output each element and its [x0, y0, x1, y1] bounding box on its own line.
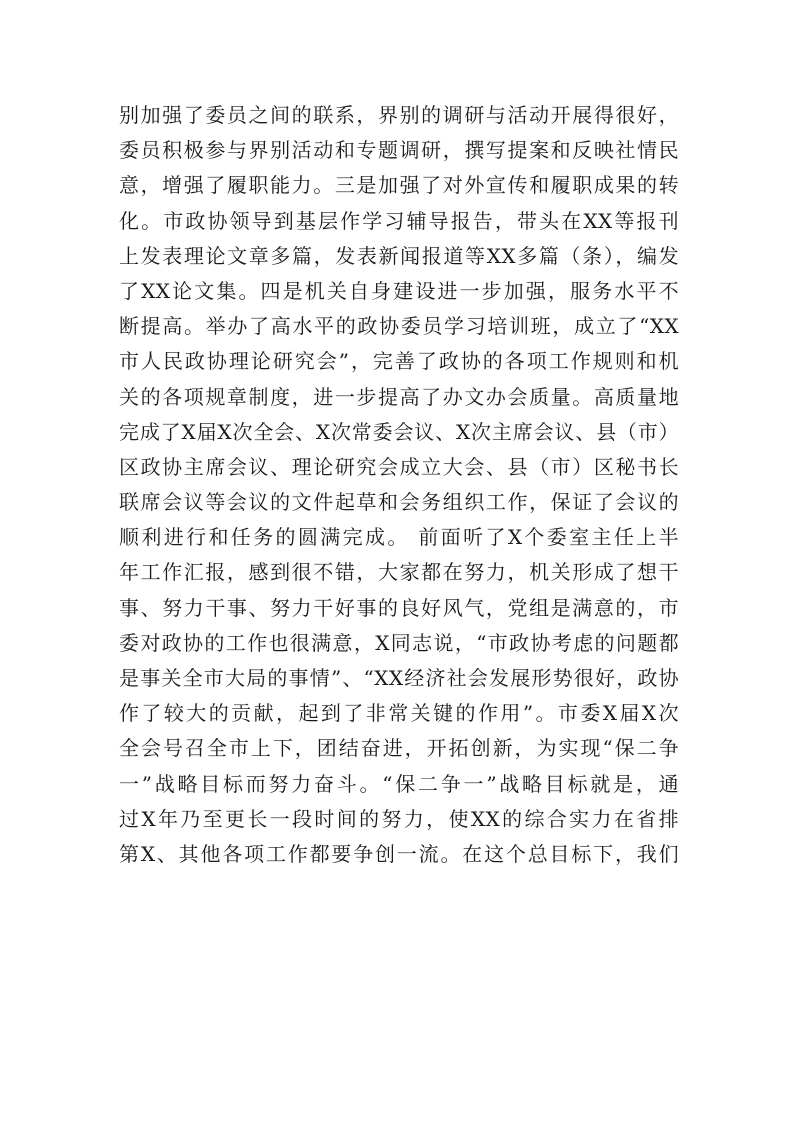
- text-line: 市人民政协理论研究会”，完善了政协的各项工作规则和机: [119, 349, 679, 374]
- text-line: 别加强了委员之间的联系，界别的调研与活动开展得很好，: [119, 103, 679, 127]
- text-line: 委员积极参与界别活动和专题调研，撰写提案和反映社情民: [119, 138, 679, 163]
- text-line: 意，增强了履职能力。三是加强了对外宣传和履职成果的转: [119, 173, 679, 198]
- text-line: 联席会议等会议的文件起草和会务组织工作，保证了会议的: [119, 490, 679, 515]
- text-line: 了XX论文集。四是机关自身建设进一步加强，服务水平不: [119, 278, 679, 303]
- text-line: 一”战略目标而努力奋斗。“保二争一”战略目标就是，通: [119, 771, 679, 796]
- text-line: 事、努力干事、努力干好事的良好风气，党组是满意的，市: [119, 595, 679, 620]
- text-line: 过X年乃至更长一段时间的努力，使XX的综合实力在省排: [119, 806, 679, 831]
- text-line: 是事关全市大局的事情”、“XX经济社会发展形势很好，政协: [119, 666, 679, 690]
- text-line: 关的各项规章制度，进一步提高了办文办会质量。高质量地: [119, 384, 679, 409]
- text-line: 顺利进行和任务的圆满完成。 前面听了X个委室主任上半: [119, 525, 679, 550]
- text-line: 全会号召全市上下，团结奋进，开拓创新，为实现“保二争: [119, 736, 679, 761]
- text-line: 委对政协的工作也很满意，X同志说，“市政协考虑的问题都: [119, 630, 679, 655]
- body-text: [119, 98, 679, 872]
- text-line: 断提高。举办了高水平的政协委员学习培训班，成立了“XX: [119, 314, 679, 339]
- text-line: 区政协主席会议、理论研究会成立大会、县（市）区秘书长: [119, 454, 679, 479]
- text-line: 完成了X届X次全会、X次常委会议、X次主席会议、县（市）: [119, 419, 679, 444]
- text-line: 第X、其他各项工作都要争创一流。在这个总目标下，我们: [119, 841, 679, 866]
- text-line: 化。市政协领导到基层作学习辅导报告，带头在XX等报刊: [119, 208, 679, 233]
- text-line: 上发表理论文章多篇，发表新闻报道等XX多篇（条），编发: [119, 243, 679, 268]
- text-line: 年工作汇报，感到很不错，大家都在努力，机关形成了想干: [119, 560, 679, 585]
- text-line: 作了较大的贡献，起到了非常关键的作用”。市委X届X次: [119, 701, 679, 726]
